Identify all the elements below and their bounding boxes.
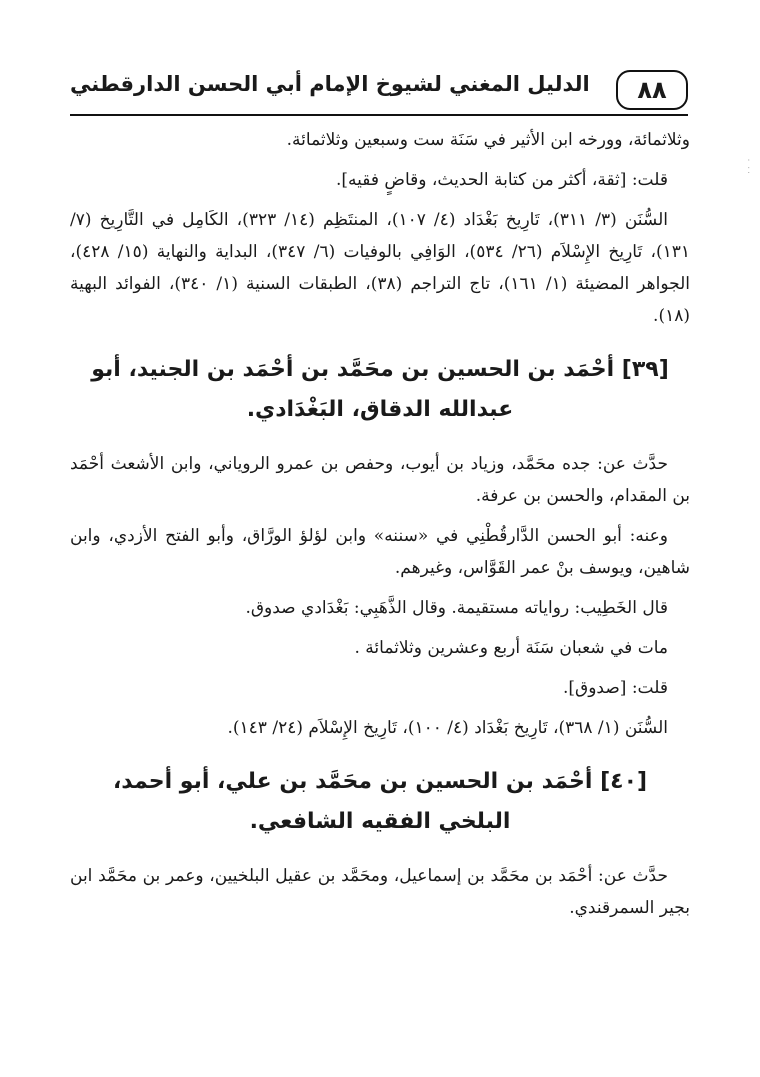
- entry38-sources: السُّنَن (٣/ ٣١١)، تَارِيخ بَغْدَاد (٤/ ١٠٧)، المنتَظِم (١٤/ ٣٢٣)، الكَامِل في التَّارِيخ (٧/ ١٣١)، تَارِيخ الإِسْلاَم (٢٦/ ٥٣٤)، الوَافِي بالوفيات (٦/ ٣٤٧)، البداية والنهاية (١٥/ ٤٢٨)، الجواهر المضيئة (١/ ١٦١)، تاج التراجم (٣٨)، الطبقات السنية (١/ ٣٤٠)، الفوائد البهية (١٨).: [70, 210, 691, 326]
- entry40-heading: [٤٠] أحْمَد بن الحسين بن محَمَّد بن علي، أبو أحمد، البلخي الفقيه الشافعي.: [112, 769, 648, 834]
- page-number: ٨٨: [616, 70, 688, 110]
- header-divider: [70, 114, 688, 116]
- scan-marks: · ⁚: [747, 156, 750, 175]
- entry38-verdict: قلت: [ثقة، أكثر من كتابة الحديث، وقاضٍ فقيه].: [336, 170, 668, 190]
- entry39-narrators: وعنه: أبو الحسن الدَّارقُطْنِي في «سننه» وابن لؤلؤ الورَّاق، وأبو الفتح الأزدي، وابن شاهين، ويوسف بنْ عمر القَوَّاس، وغيرهم.: [70, 526, 690, 578]
- entry39-narrated-from: حدَّث عن: جده محَمَّد، وزياد بن أيوب، وحفص بن عمرو الروياني، وابن الأشعث أحْمَد بن المقدام، والحسن بن عرفة.: [70, 454, 690, 506]
- entry40-narrated-from: حدَّث عن: أحْمَد بن محَمَّد بن إسماعيل، ومحَمَّد بن عقيل البلخيين، وعمر بن محَمَّد ابن بجير السمرقندي.: [70, 866, 690, 918]
- entry39-sources: السُّنَن (١/ ٣٦٨)، تَارِيخ بَغْدَاد (٤/ ١٠٠)، تَارِيخ الإِسْلاَم (٢٤/ ١٤٣).: [227, 718, 668, 738]
- entry39-opinion: قال الخَطِيب: رواياته مستقيمة. وقال الذَّهَبِي: بَغْدَادي صدوق.: [245, 598, 668, 618]
- book-title: الدليل المغني لشيوخ الإمام أبي الحسن الدارقطني: [70, 72, 590, 96]
- entry39-verdict: قلت: [صدوق].: [562, 678, 668, 698]
- page-body: [70, 124, 690, 932]
- entry38-continuation: وثلاثمائة، وورخه ابن الأثير في سَنَة ست وسبعين وثلاثمائة.: [286, 130, 690, 150]
- entry39-death: مات في شعبان سَنَة أربع وعشرين وثلاثمائة .: [354, 638, 668, 658]
- entry39-heading: [٣٩] أحْمَد بن الحسين بن محَمَّد بن أحْمَد بن الجنيد، أبو عبدالله الدقاق، البَغْدَادي.: [91, 357, 669, 422]
- page-header: [70, 66, 688, 118]
